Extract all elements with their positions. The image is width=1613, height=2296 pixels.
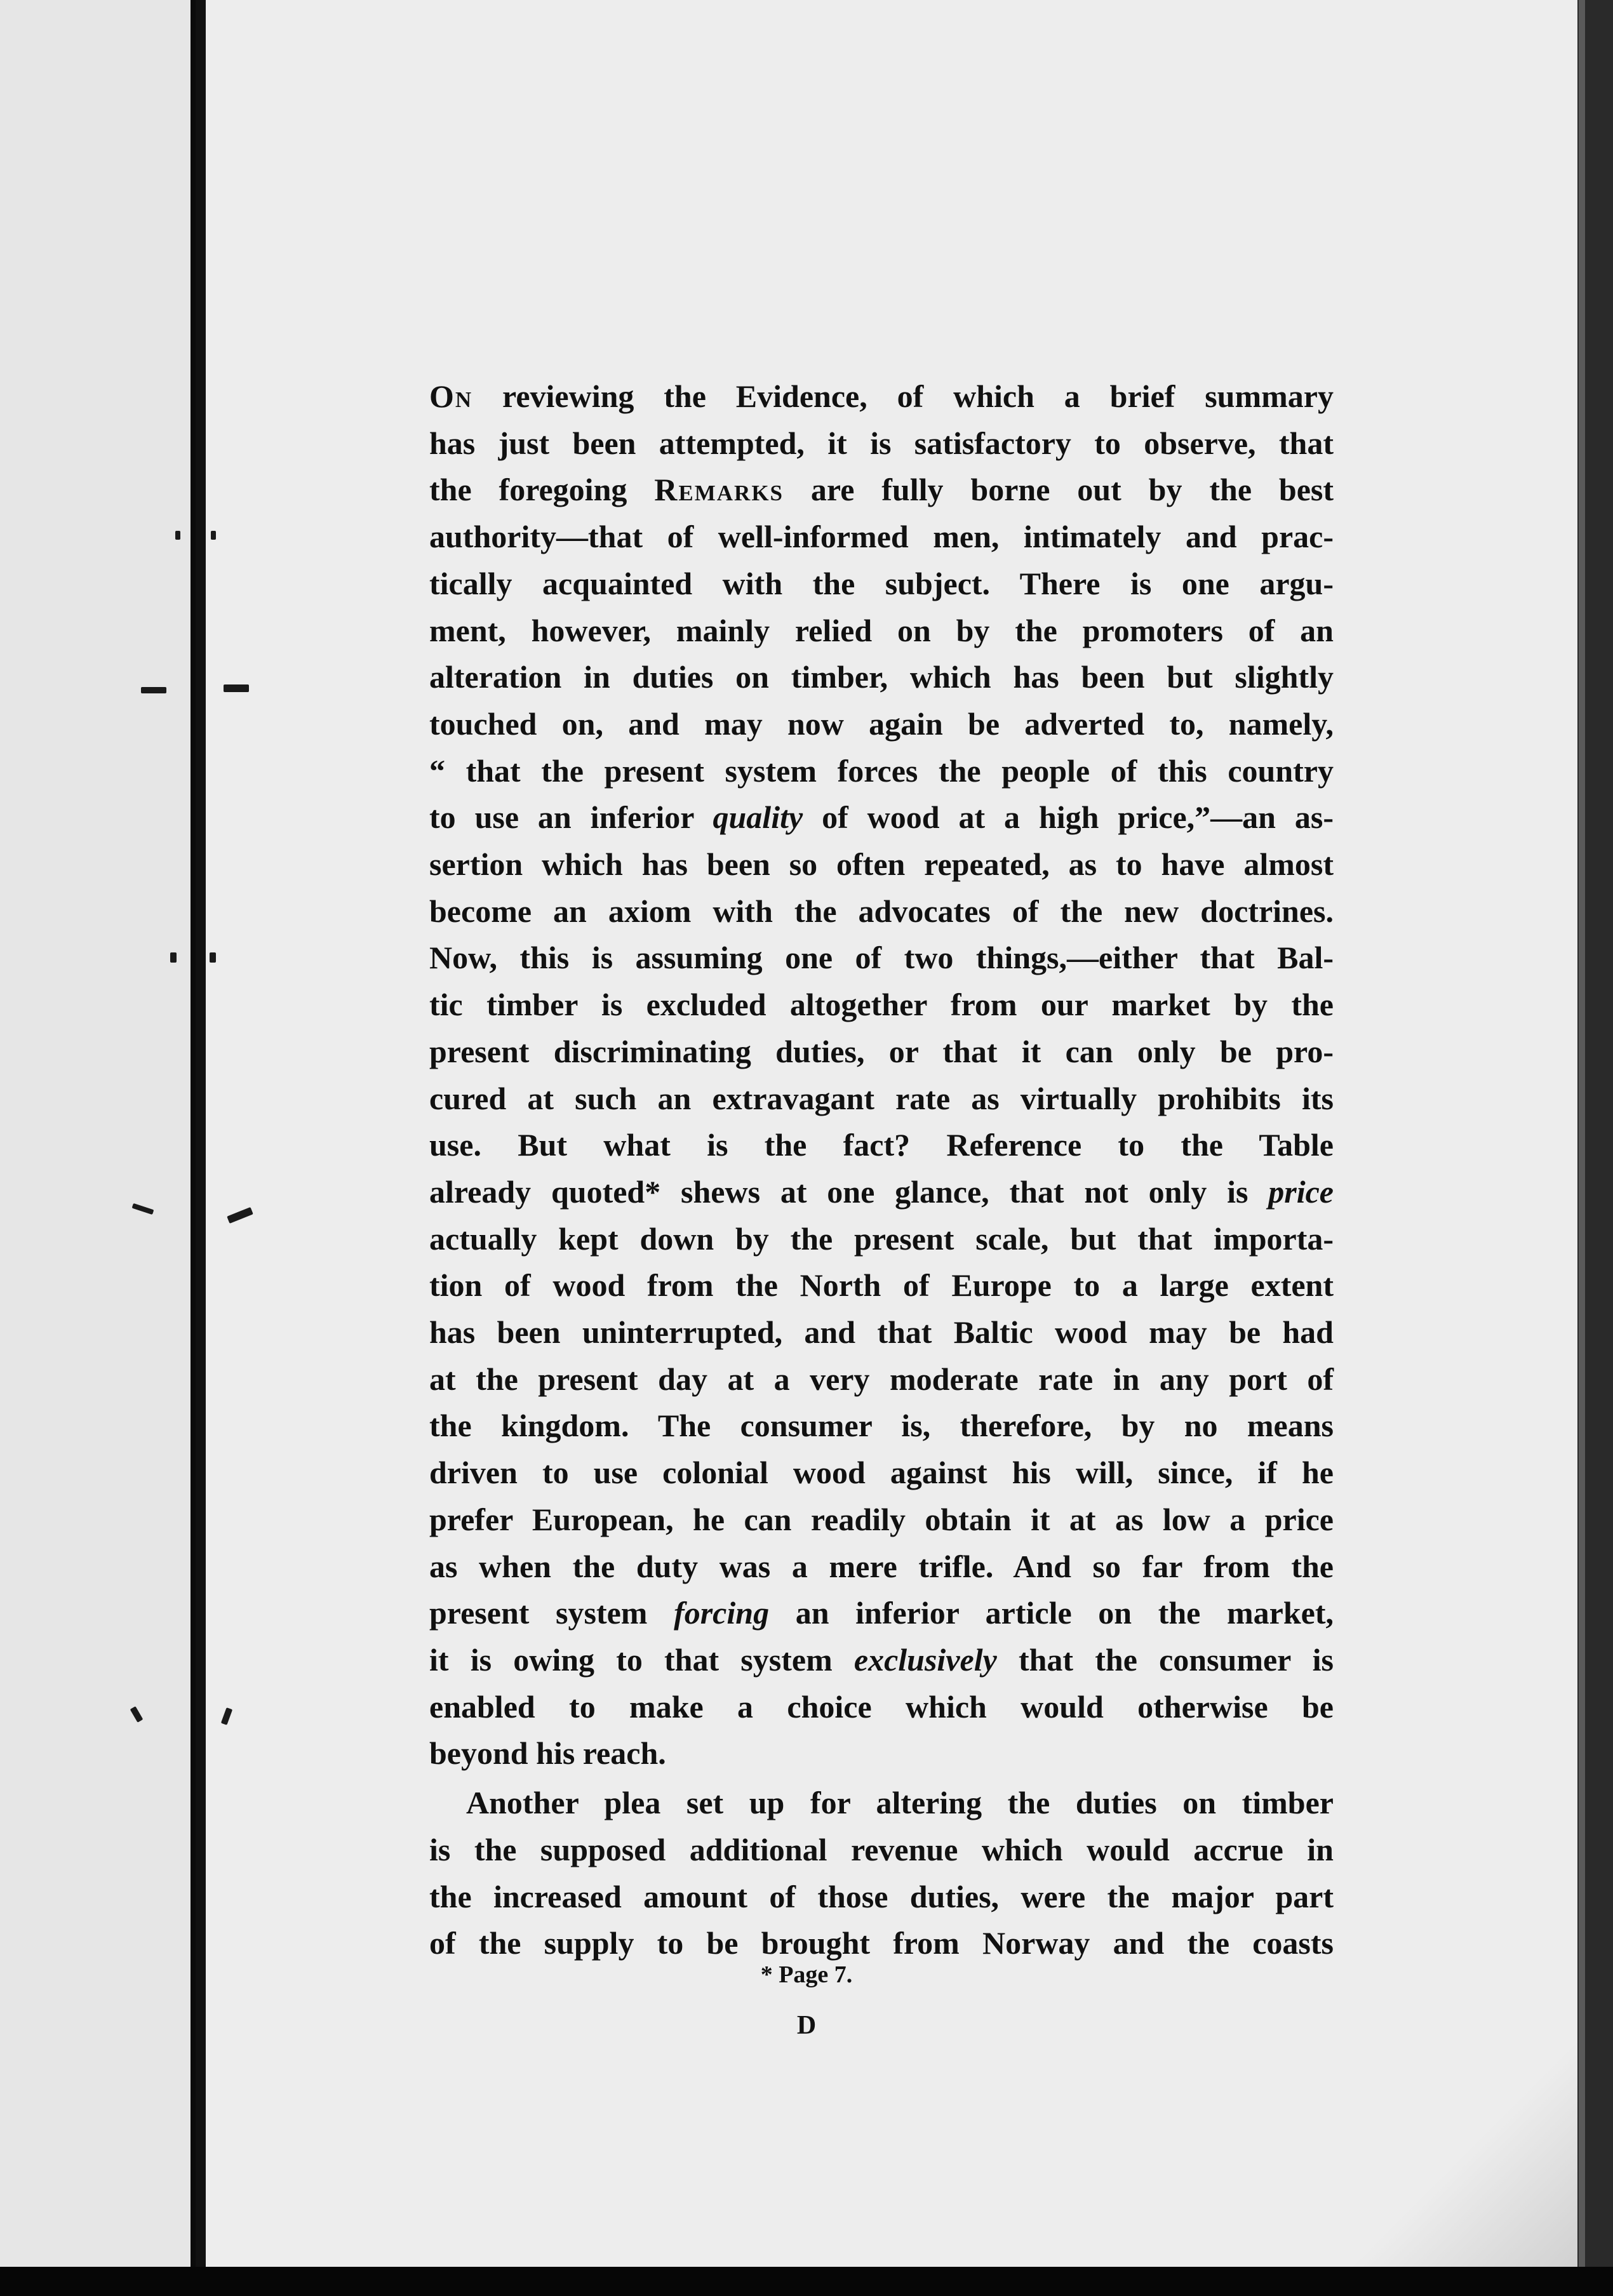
- paragraph-1: [429, 373, 1334, 1777]
- line-text: it is owing to that system: [429, 1641, 854, 1678]
- binding-mark: [210, 952, 216, 963]
- line-text: reviewing the Evidence, of which a brief summary: [472, 378, 1334, 414]
- text-line: [429, 1637, 1334, 1684]
- small-caps-word: Remarks: [654, 472, 784, 508]
- text-line: tion of wood from the North of Europe to a large extent: [429, 1267, 1334, 1304]
- text-line: become an axiom with the advocates of the new doctrines.: [429, 893, 1334, 929]
- text-line: the increased amount of those duties, were the major part: [429, 1878, 1334, 1914]
- facing-page-edge: [0, 0, 191, 2273]
- text-line: enabled to make a choice which would otherwise be: [429, 1688, 1334, 1725]
- paragraph-2: [429, 1780, 1334, 1967]
- italic-word: price: [1268, 1173, 1334, 1210]
- text-line: ment, however, mainly relied on by the promoters of an: [429, 612, 1334, 648]
- text-line: of the supply to be brought from Norway and the coasts: [429, 1925, 1334, 1961]
- body-text: [429, 373, 1334, 1967]
- binding-mark: [175, 531, 180, 540]
- text-line: is the supposed additional revenue which would accrue in: [429, 1831, 1334, 1867]
- binding-mark: [170, 952, 177, 963]
- text-line: has just been attempted, it is satisfactory to observe, that: [429, 425, 1334, 461]
- text-line: sertion which has been so often repeated, as to have almost: [429, 846, 1334, 883]
- text-line: cured at such an extravagant rate as virtually prohibits its: [429, 1080, 1334, 1116]
- page-fold: [1315, 2026, 1577, 2267]
- italic-word: exclusively: [853, 1641, 997, 1678]
- signature-mark: D: [796, 2011, 817, 2040]
- text-line: Now, this is assuming one of two things,—either that Bal-: [429, 940, 1334, 976]
- line-text: that the consumer is: [996, 1641, 1334, 1678]
- text-line: “ that the present system forces the people of this country: [429, 752, 1334, 789]
- binding-mark: [211, 531, 216, 540]
- text-line: beyond his reach.: [429, 1735, 666, 1772]
- binding-mark: [141, 687, 166, 693]
- text-line: driven to use colonial wood against his will, since, if he: [429, 1455, 1334, 1491]
- text-line: use. But what is the fact? Reference to the Table: [429, 1127, 1334, 1163]
- line-text: of wood at a high price,”—an as-: [803, 799, 1334, 836]
- text-line: [429, 467, 1334, 514]
- binding-mark: [224, 684, 249, 692]
- text-line: at the present day at a very moderate rate in any port of: [429, 1361, 1334, 1397]
- text-line: [429, 373, 1334, 420]
- text-line: prefer European, he can readily obtain it at as low a price: [429, 1501, 1334, 1537]
- text-line: Another plea set up for altering the duties on timber: [466, 1785, 1334, 1821]
- drop-word: On: [429, 378, 473, 414]
- text-line: [429, 794, 1334, 841]
- line-text: the foregoing: [429, 472, 655, 508]
- text-line: the kingdom. The consumer is, therefore, by no means: [429, 1408, 1334, 1444]
- text-line: as when the duty was a mere trifle. And so far from the: [429, 1548, 1334, 1584]
- text-line: actually kept down by the present scale, but that importa-: [429, 1220, 1334, 1257]
- line-text: to use an inferior: [429, 799, 713, 836]
- scan-bottom-border: [0, 2267, 1613, 2296]
- text-line: tic timber is excluded altogether from our market by the: [429, 987, 1334, 1023]
- italic-word: forcing: [674, 1595, 770, 1631]
- text-line: tically acquainted with the subject. There is one argu-: [429, 565, 1334, 601]
- text-line: has been uninterrupted, and that Baltic wood may be had: [429, 1314, 1334, 1351]
- text-line: [429, 1169, 1334, 1216]
- text-line: alteration in duties on timber, which has been but slightly: [429, 659, 1334, 695]
- text-line: present discriminating duties, or that it can only be pro-: [429, 1033, 1334, 1069]
- line-text: are fully borne out by the best: [784, 472, 1334, 508]
- text-line: touched on, and may now again be adverted to, namely,: [429, 705, 1334, 742]
- line-text: an inferior article on the market,: [769, 1595, 1334, 1631]
- italic-word: quality: [713, 799, 803, 836]
- line-text: already quoted* shews at one glance, that not only is: [429, 1173, 1269, 1210]
- gutter-line: [196, 0, 206, 2273]
- text-line: [429, 1590, 1334, 1637]
- text-line: authority—that of well-informed men, intimately and prac-: [429, 519, 1334, 555]
- footnote: * Page 7.: [760, 1961, 853, 1988]
- line-text: present system: [429, 1595, 674, 1631]
- page-right-edge-line: [1579, 0, 1585, 2296]
